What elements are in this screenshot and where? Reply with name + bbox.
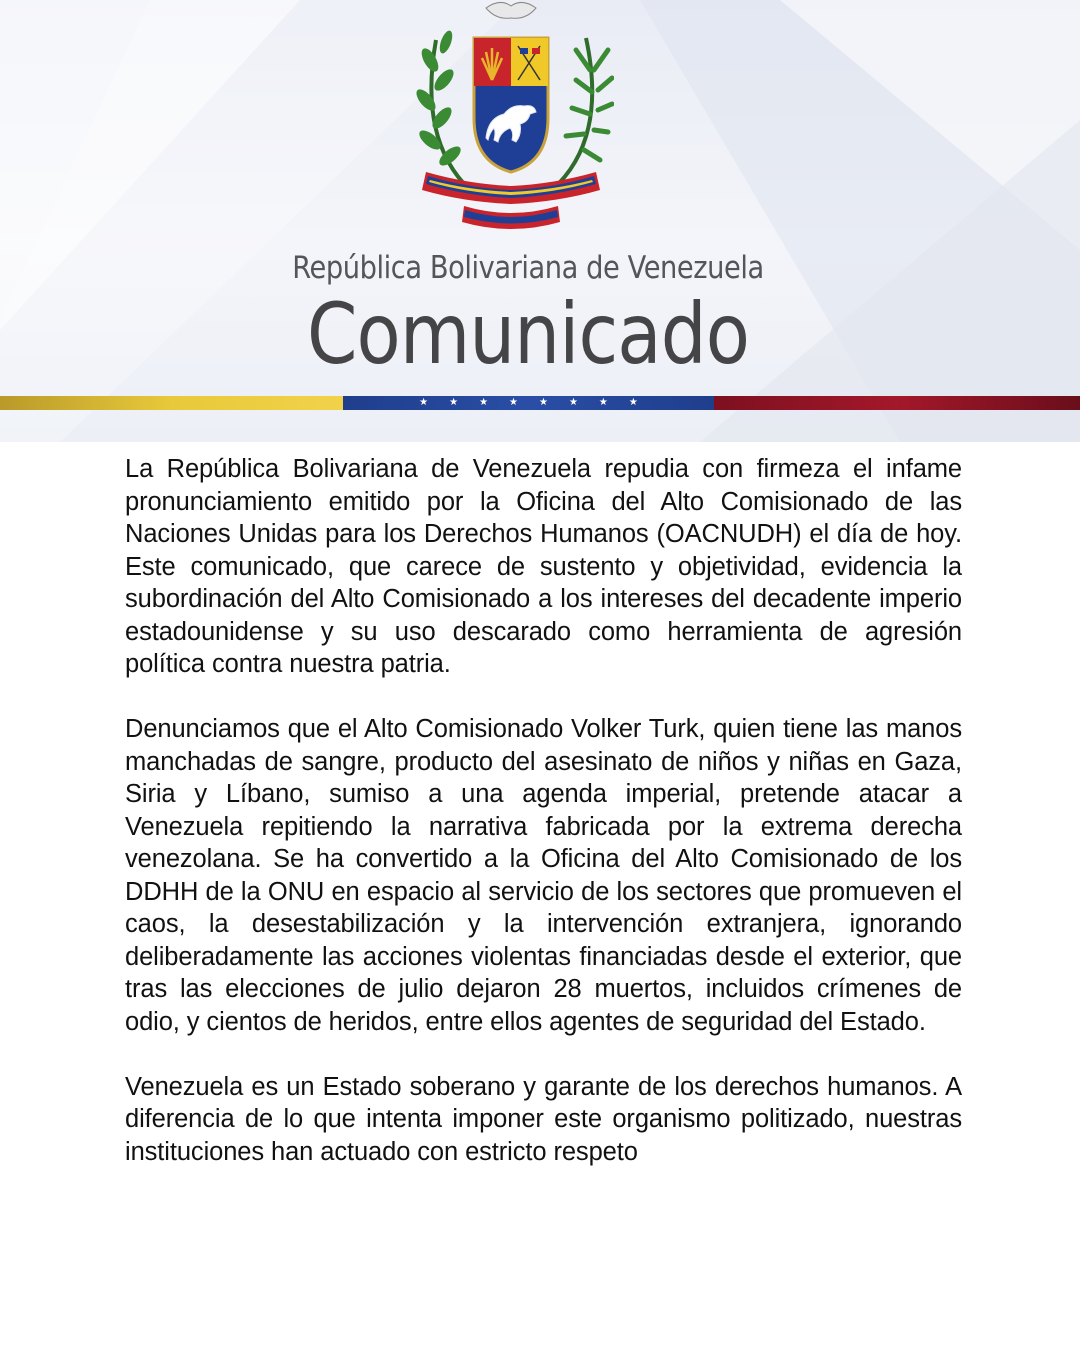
flag-stripe-red — [714, 396, 1080, 410]
paragraph-1: La República Bolivariana de Venezuela repudia con firmeza el infame pronunciamiento emitido por la Oficina del Alto Comisionado de las Naciones Unidas para los Derechos Humanos (OACNUDH) el día de hoy. Este comunicado, que carece de sustento y objetividad, evidencia la subordinación del Alto Comisionado a los intereses del decadente imperio estadounidense y su uso descarado como herramienta de agresión política contra nuestra patria. — [125, 455, 962, 678]
flag-stripe-yellow — [0, 396, 343, 410]
stars-icon: ★★★★★★★★ — [419, 397, 659, 408]
flag-stripe-blue — [343, 396, 714, 410]
header-banner — [0, 0, 1080, 442]
paragraph-3: Venezuela es un Estado soberano y garante de los derechos humanos. A diferencia de lo que intenta imponer este organismo politizado, nuestras instituciones han actuado con estricto respeto — [125, 1072, 962, 1166]
page-title: Comunicado — [306, 285, 750, 383]
communique-body — [125, 453, 962, 1201]
header-subtitle: República Bolivariana de Venezuela — [292, 250, 764, 286]
flag-band — [0, 396, 1080, 410]
paragraph-2: Denunciamos que el Alto Comisionado Volker Turk, quien tiene las manos manchadas de sangre, producto del asesinato de niños y niñas en Gaza, Siria y Líbano, sumiso a una agenda imperial, pretende atacar a Venezuela repitiendo la narrativa fabricada por la extrema derecha venezolana. Se ha convertido a la Oficina del Alto Comisionado de los DDHH de la ONU en espacio al servicio de los sectores que promueven el caos, la desestabilización y la intervención extranjera, ignorando deliberadamente las acciones violentas financiadas desde el exterior, que tras las elecciones de julio dejaron 28 muertos, incluidos crímenes de odio, y cientos de heridos, entre ellos agentes de seguridad del Estado. — [125, 715, 962, 1036]
coat-of-arms-icon — [408, 0, 614, 238]
